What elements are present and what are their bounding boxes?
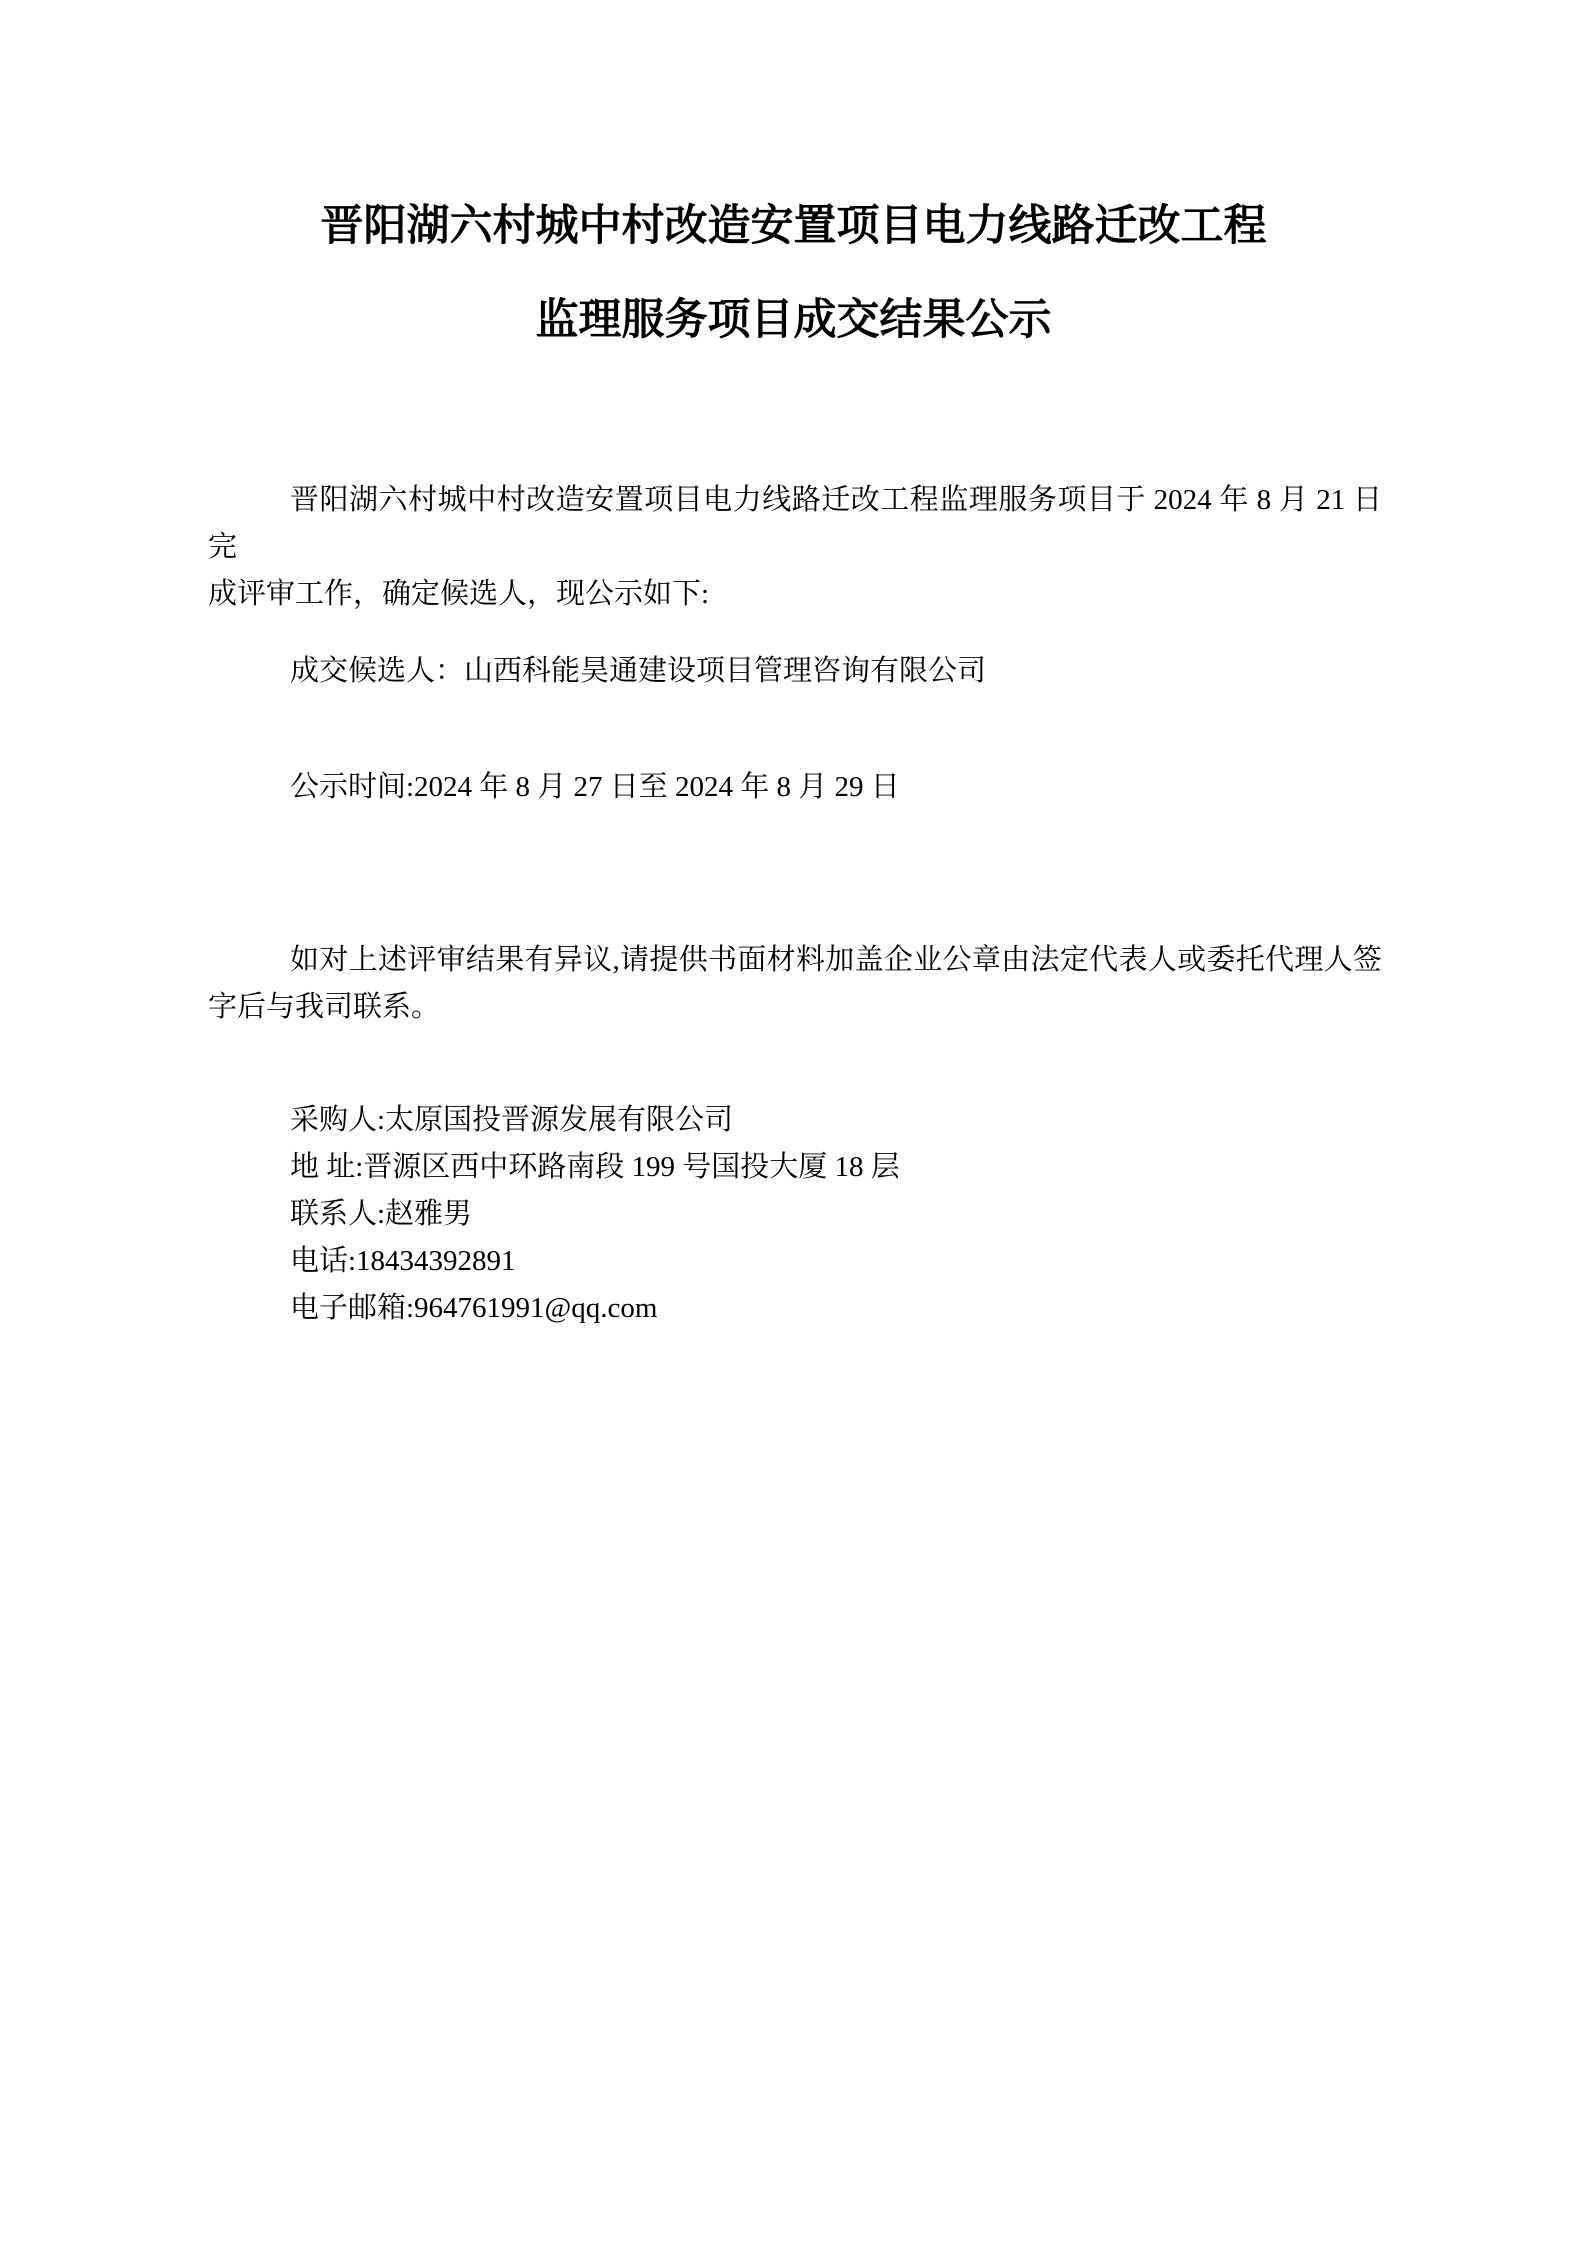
objection-paragraph-line1: 如对上述评审结果有异议,请提供书面材料加盖企业公章由法定代表人或委托代理人签	[290, 944, 1382, 976]
winner-candidate-line: 成交候选人：山西科能昊通建设项目管理咨询有限公司	[290, 655, 987, 687]
address-line: 地 址:晋源区西中环路南段 199 号国投大厦 18 层	[290, 1151, 900, 1183]
publicity-period-line: 公示时间:2024 年 8 月 27 日至 2024 年 8 月 29 日	[290, 771, 900, 803]
email-line: 电子邮箱:964761991@qq.com	[290, 1292, 658, 1324]
contact-block	[290, 1097, 900, 1332]
intro-paragraph	[208, 477, 1382, 618]
purchaser-line: 采购人:太原国投晋源发展有限公司	[290, 1104, 734, 1136]
intro-paragraph-line1: 晋阳湖六村城中村改造安置项目电力线路迁改工程监理服务项目于 2024 年 8 月 21 日完	[208, 484, 1382, 563]
objection-paragraph-line2: 字后与我司联系。	[208, 991, 441, 1023]
objection-paragraph	[208, 937, 1382, 1031]
document-title-line1: 晋阳湖六村城中村改造安置项目电力线路迁改工程	[320, 203, 1267, 250]
contact-person-line: 联系人:赵雅男	[290, 1198, 473, 1230]
document-title-line2: 监理服务项目成交结果公示	[535, 297, 1052, 344]
intro-paragraph-line2: 成评审工作，确定候选人，现公示如下:	[208, 578, 710, 610]
phone-line: 电话:18434392891	[290, 1245, 516, 1277]
